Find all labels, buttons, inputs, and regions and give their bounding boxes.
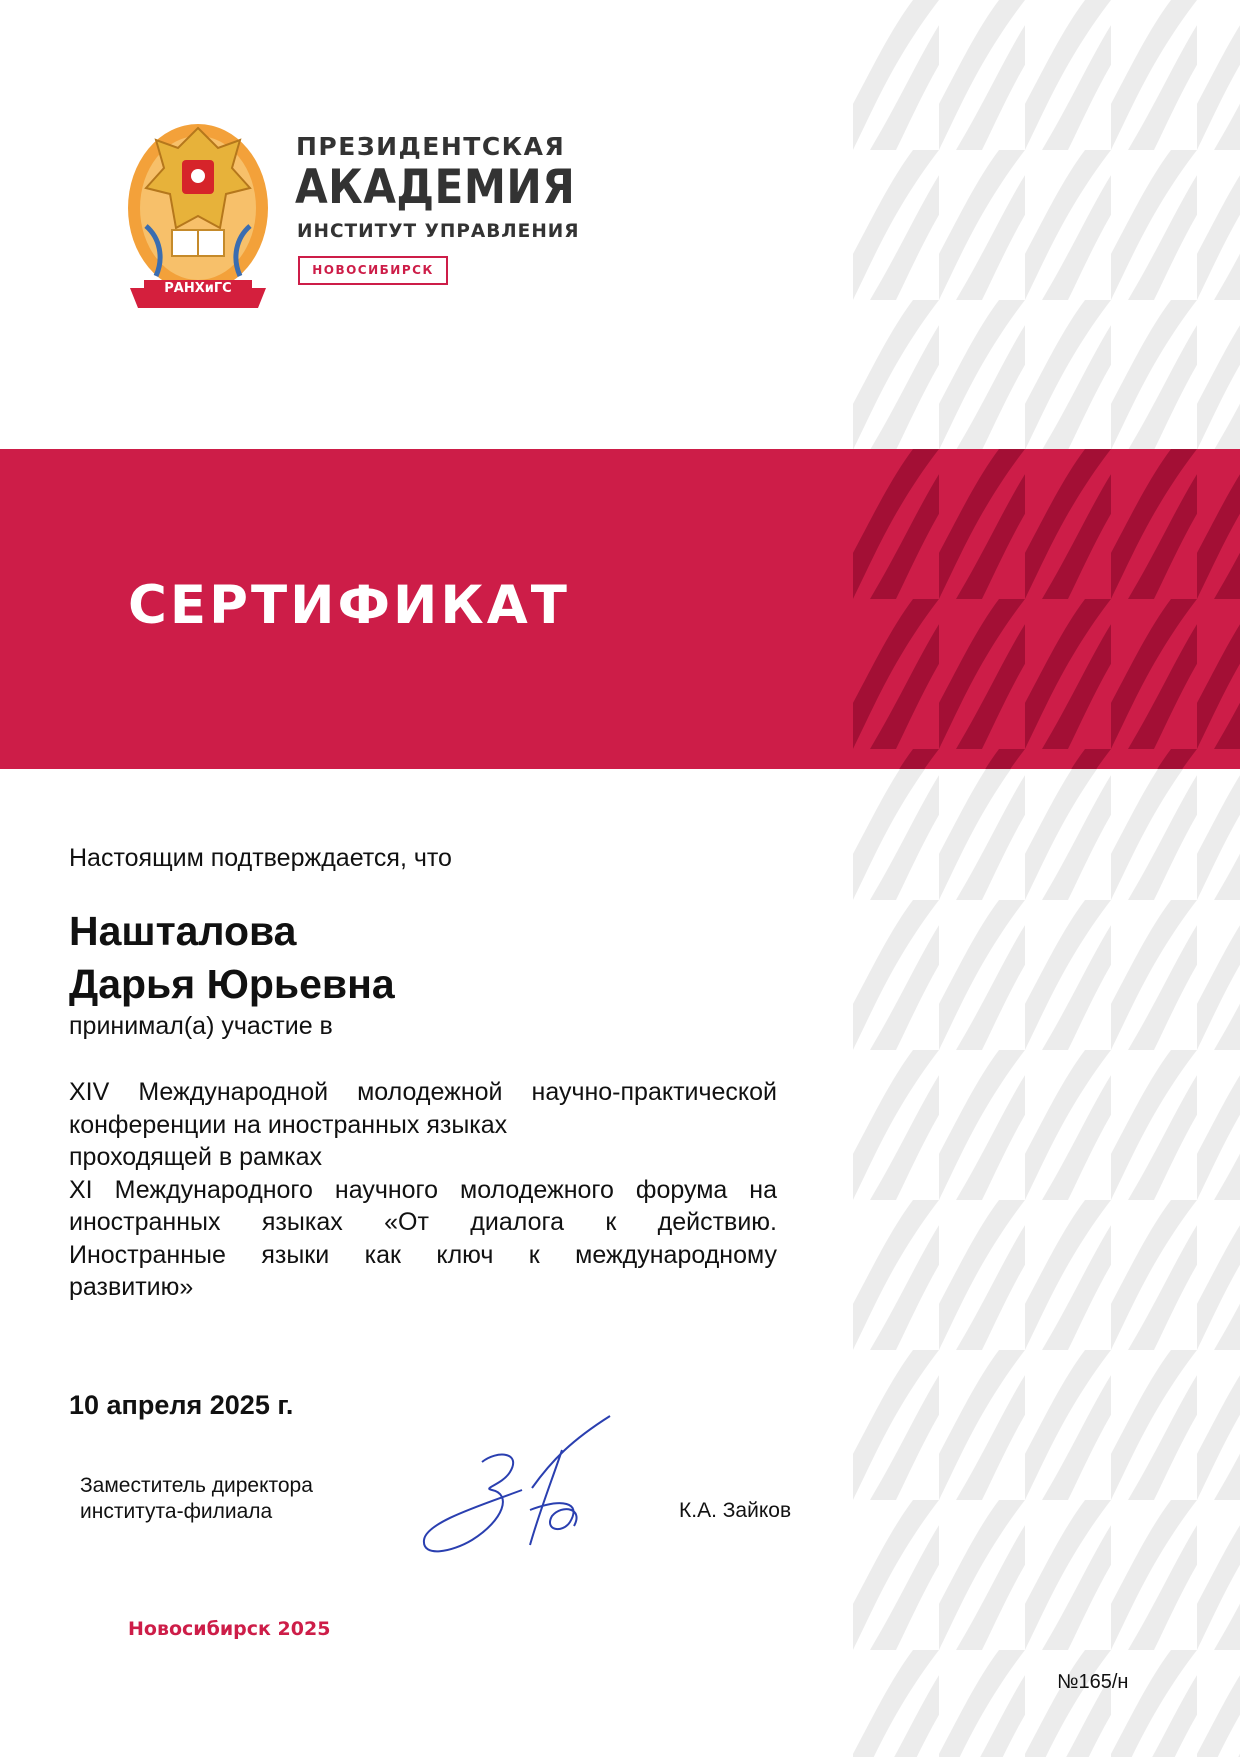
- decorative-pattern: [853, 0, 1240, 1757]
- recipient-given-names: Дарья Юрьевна: [69, 961, 395, 1007]
- event-description: [69, 1076, 777, 1304]
- signer-position-line: Заместитель директора: [80, 1474, 313, 1497]
- event-line: проходящей в рамках: [69, 1143, 322, 1171]
- certificate-title: СЕРТИФИКАТ: [128, 575, 570, 636]
- signer-position-line: института-филиала: [80, 1500, 273, 1523]
- event-line: XI Международного научного молодежного форума на: [69, 1175, 777, 1204]
- recipient-name: [69, 905, 395, 1011]
- logo-city-badge: НОВОСИБИРСК: [298, 256, 448, 285]
- participation-text: принимал(а) участие в: [69, 1012, 333, 1040]
- logo-line-institute: ИНСТИТУТ УПРАВЛЕНИЯ: [297, 221, 580, 242]
- footer-city-year: Новосибирск 2025: [128, 1618, 331, 1640]
- signer-position: [80, 1473, 313, 1525]
- logo-line-president: ПРЕЗИДЕНТСКАЯ: [296, 132, 566, 161]
- certificate-number: №165/н: [1057, 1671, 1129, 1693]
- signer-name: К.А. Зайков: [679, 1499, 792, 1522]
- handwritten-signature-icon: [412, 1410, 622, 1560]
- event-line: XIV Международной молодежной научно-практической: [69, 1078, 777, 1106]
- banner-pattern: [853, 449, 1240, 769]
- logo-line-academy: АКАДЕМИЯ: [295, 160, 576, 215]
- event-line: Иностранные языки как ключ к международному: [69, 1240, 777, 1269]
- ranepa-emblem-icon: [120, 108, 276, 318]
- recipient-surname: Нашталова: [69, 908, 297, 954]
- event-line: конференции на иностранных языках: [69, 1110, 508, 1139]
- event-line: развитию»: [69, 1273, 194, 1301]
- certificate-date: 10 апреля 2025 г.: [69, 1390, 294, 1420]
- svg-text:РАНХиГС: РАНХиГС: [164, 281, 232, 296]
- event-line: иностранных языках «От диалога к действию.: [69, 1208, 777, 1236]
- certificate-intro: Настоящим подтверждается, что: [69, 844, 452, 872]
